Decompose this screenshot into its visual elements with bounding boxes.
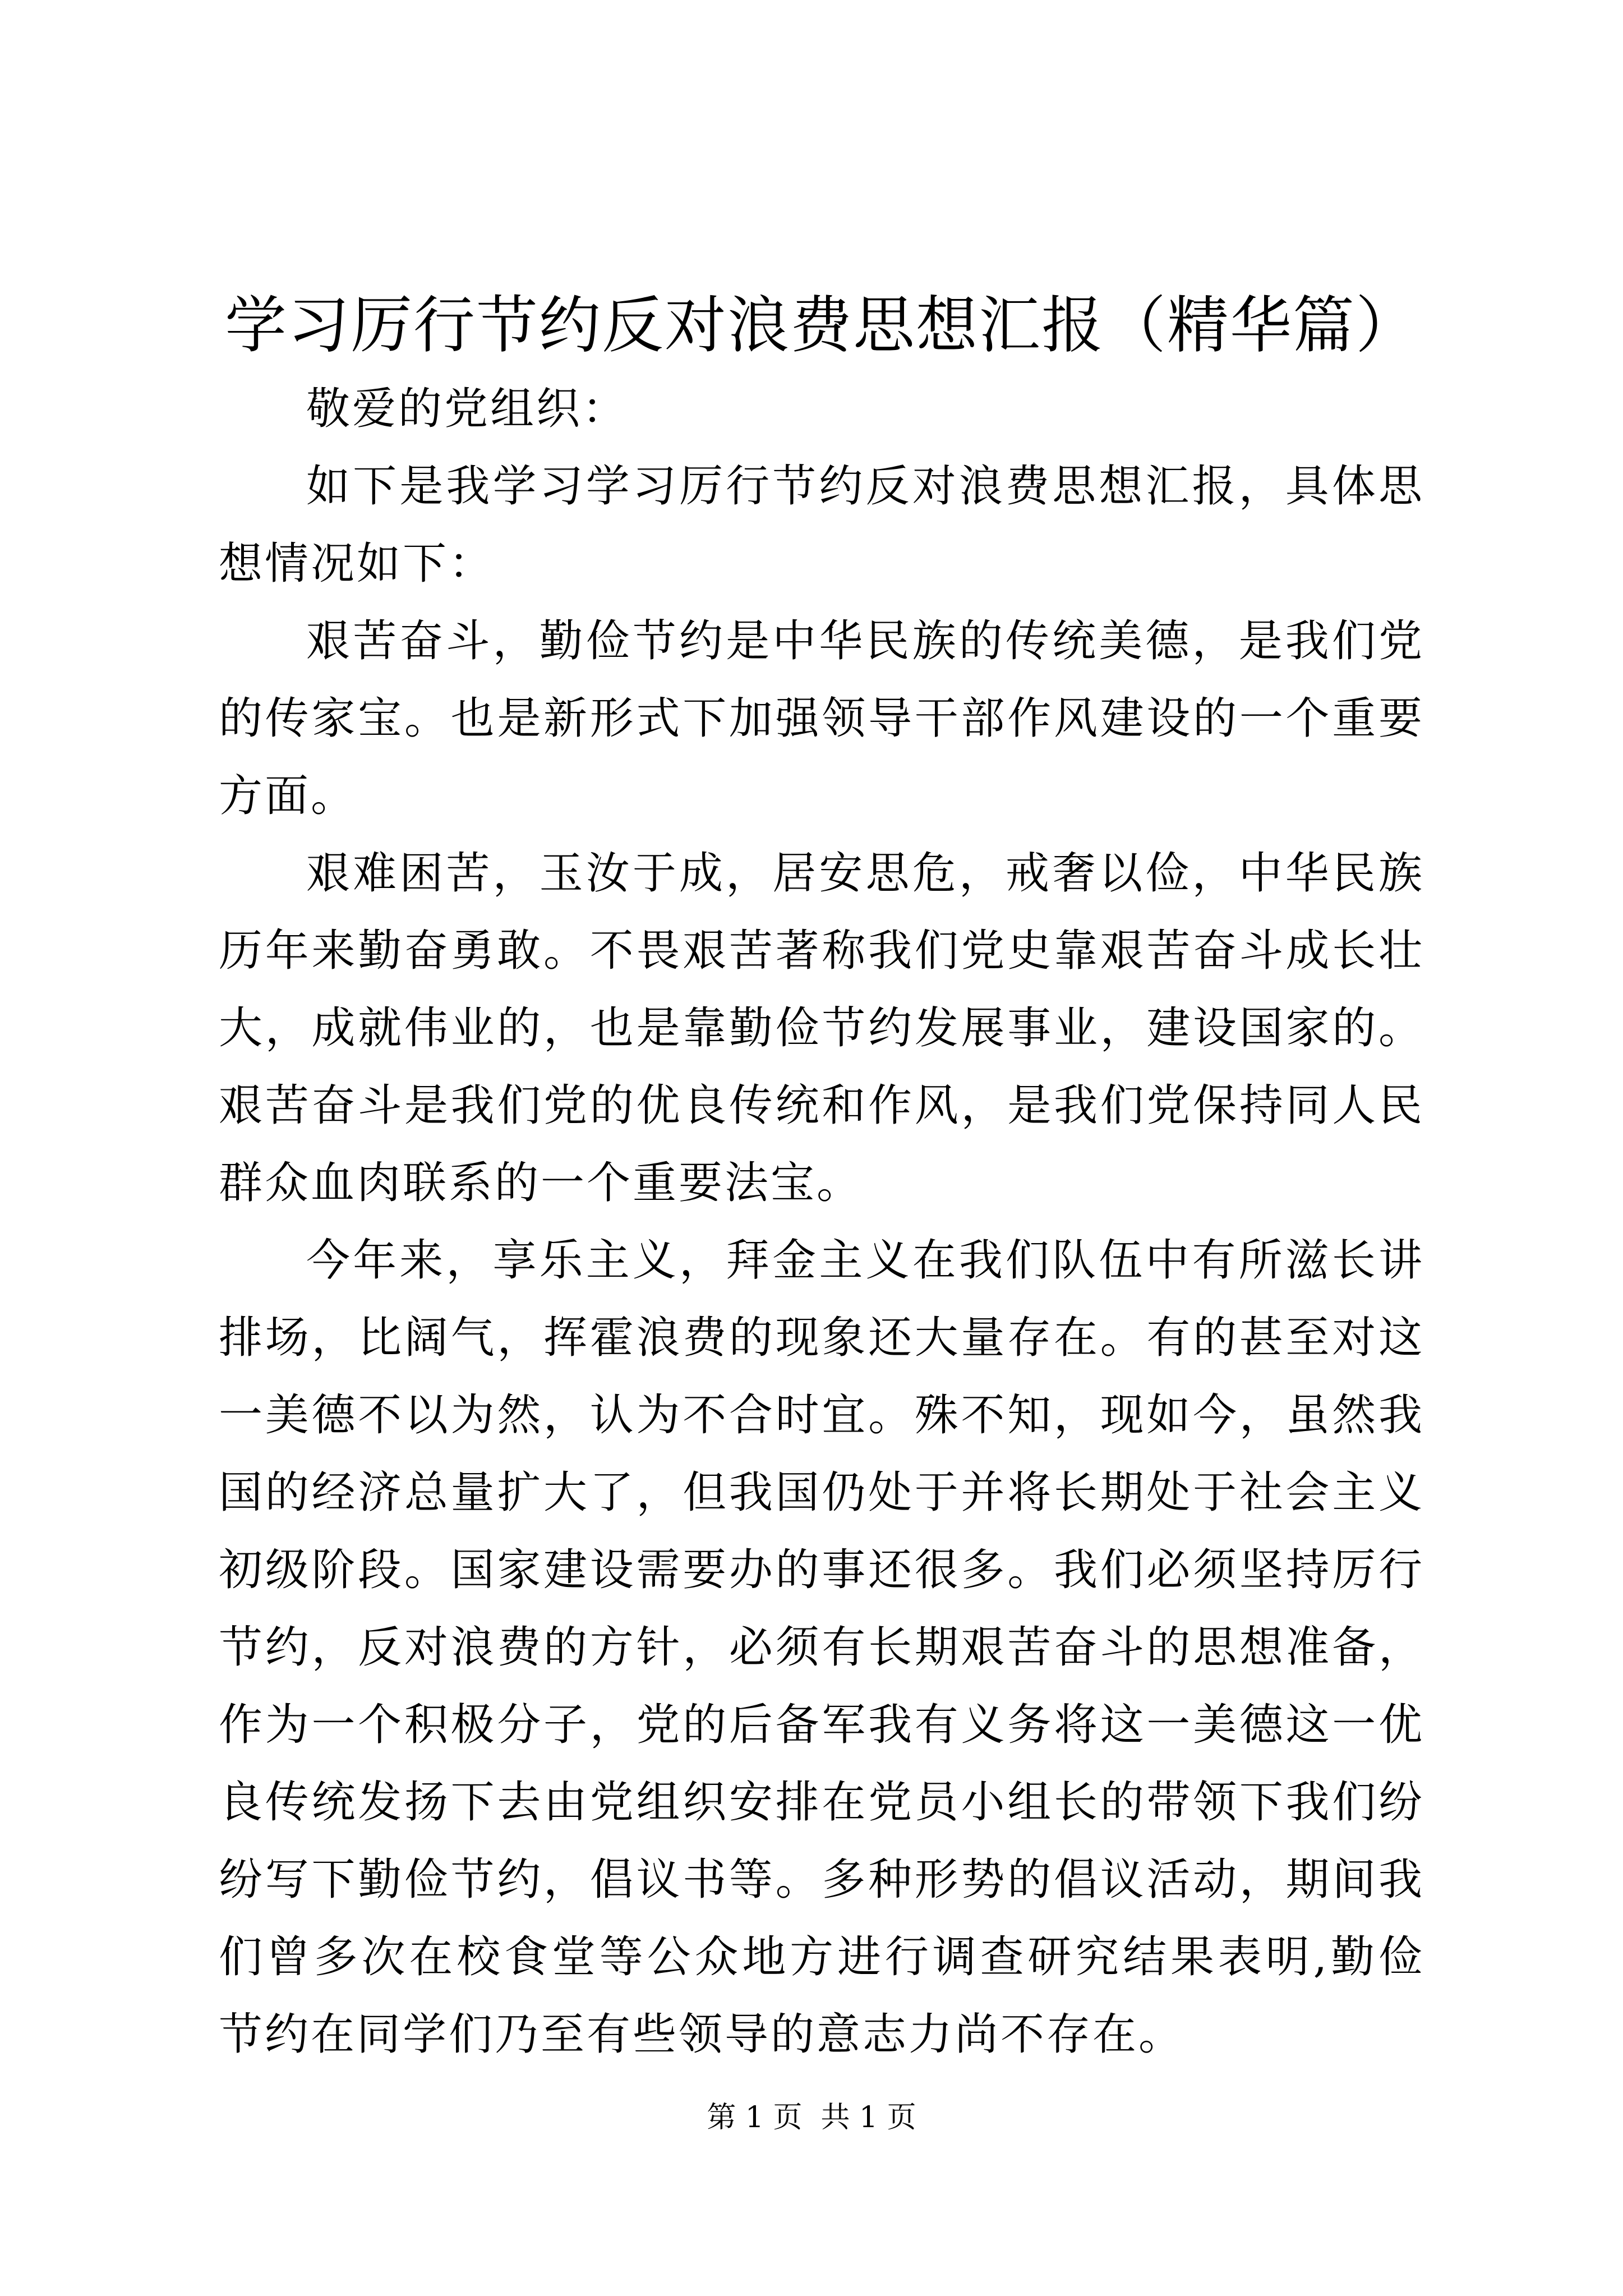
document-body <box>219 280 1424 2073</box>
document-title: 学习厉行节约反对浪费思想汇报（精华篇） <box>225 289 1418 361</box>
salutation: 敬爱的党组织： <box>306 384 629 434</box>
paragraph-2: 艰难困苦，玉汝于成，居安思危，戒奢以俭，中华民族历年来勤奋勇敢。不畏艰苦著称我们党史靠艰苦奋斗成长壮大，成就伟业的，也是靠勤俭节约发展事业，建设国家的。艰苦奋斗是我们党的优良传统和作风，是我们党保持同人民群众血肉联系的一个重要法宝。 <box>219 848 1424 1208</box>
paragraph-intro: 如下是我学习学习厉行节约反对浪费思想汇报，具体思想情况如下： <box>219 461 1424 589</box>
page-footer <box>0 2098 1623 2137</box>
paragraph-3: 今年来，享乐主义，拜金主义在我们队伍中有所滋长讲排场，比阔气，挥霍浪费的现象还大量存在。有的甚至对这一美德不以为然，认为不合时宜。殊不知，现如今，虽然我国的经济总量扩大了，但我国仍处于并将长期处于社会主义初级阶段。国家建设需要办的事还很多。我们必须坚持厉行节约，反对浪费的方针，必须有长期艰苦奋斗的思想准备，作为一个积极分子，党的后备军我有义务将这一美德这一优良传统发扬下去由党组织安排在党员小组长的带领下我们纷纷写下勤俭节约，倡议书等。多种形势的倡议活动，期间我们曾多次在校食堂等公众地方进行调查研究结果表明,勤俭节约在同学们乃至有些领导的意志力尚不存在。 <box>219 1235 1424 2060</box>
paragraph-1: 艰苦奋斗，勤俭节约是中华民族的传统美德，是我们党的传家宝。也是新形式下加强领导干部作风建设的一个重要方面。 <box>219 616 1424 821</box>
page-number: 第 1 页 共 1 页 <box>707 2101 916 2134</box>
